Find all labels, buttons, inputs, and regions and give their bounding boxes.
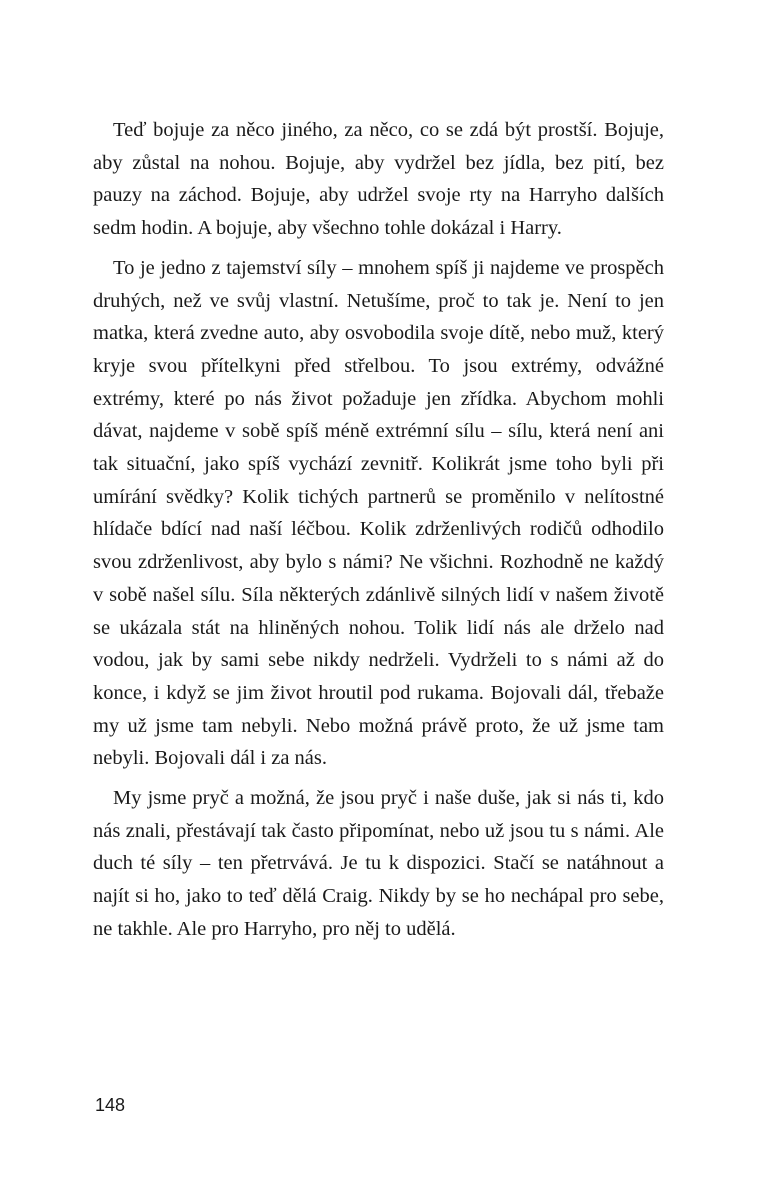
paragraph-3: My jsme pryč a možná, že jsou pryč i naše duše, jak si nás ti, kdo nás znali, přestávají tak často připomínat, nebo už jsou tu s námi. Ale duch té síly – ten přetrvává. Je tu k dispozici. Stačí se natáhnout a najít si ho, jako to teď dělá Craig. Nikdy by se ho nechápal pro sebe, ne takhle. Ale pro Harryho, pro něj to udělá.: [93, 787, 664, 940]
paragraph-1: Teď bojuje za něco jiného, za něco, co se zdá být prostší. Bojuje, aby zůstal na nohou. Bojuje, aby vydržel bez jídla, bez pití, bez pauzy na záchod. Bojuje, aby udržel svoje rty na Harryho dalších sedm hodin. A bojuje, aby všechno tohle dokázal i Harry.: [93, 119, 664, 240]
paragraph-2: To je jedno z tajemství síly – mnohem spíš ji najdeme ve prospěch druhých, než ve svůj vlastní. Netušíme, proč to tak je. Není to jen matka, která zvedne auto, aby osvobodila svoje dítě, nebo muž, který kryje svou přítelkyni před střelbou. To jsou extrémy, odvážné extrémy, které po nás život požaduje jen zřídka. Abychom mohli dávat, najdeme v sobě spíš méně extrémní sílu – sílu, která není ani tak situační, jako spíš vychází zevnitř. Kolikrát jsme toho byli při umírání svědky? Kolik tichých partnerů se proměnilo v nelítostné hlídače bdící nad naší léčbou. Kolik zdrženlivých rodičů odhodilo svou zdrženlivost, aby bylo s námi? Ne všichni. Rozhodně ne každý v sobě našel sílu. Síla některých zdánlivě silných lidí v našem životě se ukázala stát na hliněných nohou. Tolik lidí nás ale drželo nad vodou, jak by sami sebe nikdy nedrželi. Vydrželi to s námi až do konce, i když se jim život hroutil pod rukama. Bojovali dál, třebaže my už jsme tam nebyli. Nebo možná právě proto, že už jsme tam nebyli. Bojovali dál i za nás.: [93, 256, 664, 770]
body-text: [93, 114, 664, 946]
page-number: 148: [95, 1095, 126, 1115]
